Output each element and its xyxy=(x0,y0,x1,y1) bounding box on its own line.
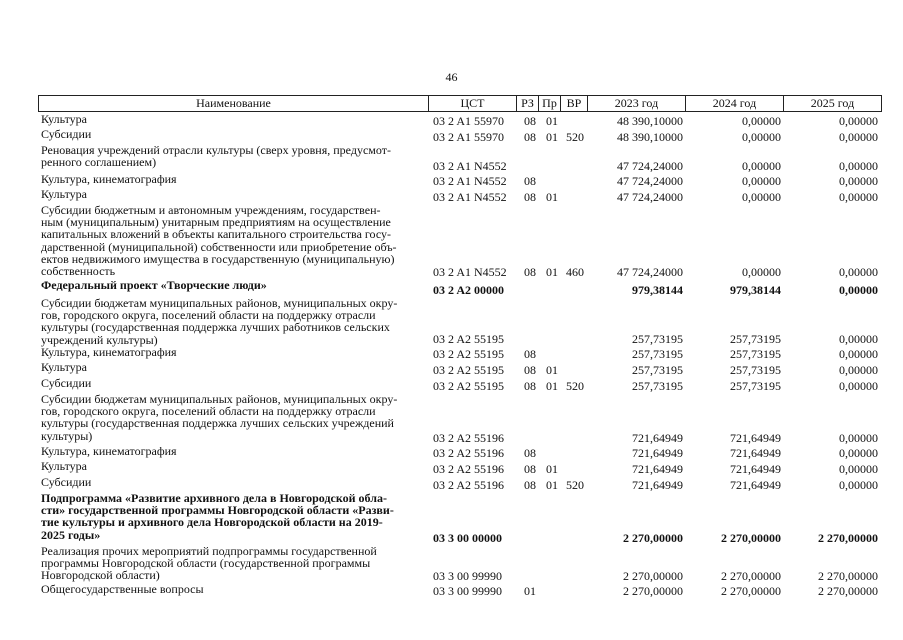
header-name: Наименование xyxy=(196,96,271,110)
row-2025: 0,00000 xyxy=(839,190,878,204)
row-2024: 2 270,00000 xyxy=(721,531,781,545)
table-row xyxy=(0,460,903,476)
row-2024: 257,73195 xyxy=(730,347,781,361)
row-pr: 01 xyxy=(546,478,558,492)
row-pr: 01 xyxy=(546,462,558,476)
row-name: Культура xyxy=(41,360,87,374)
row-2024: 721,64949 xyxy=(730,431,781,445)
row-2023: 257,73195 xyxy=(632,347,683,361)
row-2023: 721,64949 xyxy=(632,446,683,460)
row-2023: 48 390,10000 xyxy=(617,114,683,128)
row-rz: 08 xyxy=(524,190,536,204)
row-cst: 03 3 00 99990 xyxy=(433,584,502,598)
table-row xyxy=(0,188,903,204)
row-pr: 01 xyxy=(546,265,558,279)
row-2025: 0,00000 xyxy=(839,431,878,445)
header-2025: 2025 год xyxy=(783,96,881,111)
row-2023: 257,73195 xyxy=(632,379,683,393)
row-vr: 520 xyxy=(566,478,584,492)
row-2023: 721,64949 xyxy=(632,478,683,492)
row-2025: 0,00000 xyxy=(839,159,878,173)
row-2023: 2 270,00000 xyxy=(623,531,683,545)
table-row xyxy=(0,297,903,346)
row-2023: 979,38144 xyxy=(632,283,683,297)
row-2023: 257,73195 xyxy=(632,332,683,346)
row-2024: 0,00000 xyxy=(742,174,781,188)
row-2024: 2 270,00000 xyxy=(721,569,781,583)
row-cst: 03 2 A2 55196 xyxy=(433,431,505,445)
row-rz: 08 xyxy=(524,130,536,144)
row-2025: 0,00000 xyxy=(839,265,878,279)
row-name: Культура, кинематография xyxy=(41,444,177,458)
row-pr: 01 xyxy=(546,130,558,144)
row-name: Культура xyxy=(41,112,87,126)
row-2024: 721,64949 xyxy=(730,462,781,476)
table-row xyxy=(0,113,903,128)
row-pr: 01 xyxy=(546,190,558,204)
table-row xyxy=(0,144,903,173)
row-cst: 03 2 A2 55195 xyxy=(433,332,505,346)
row-name: Культура xyxy=(41,459,87,473)
row-name: Субсидии бюджетам муниципальных районов, муниципальных окру- гов, городского округа, поселений области на поддержку отрасли культуры (государственная поддержка лучших сельских учреждений культуры) xyxy=(41,392,398,443)
row-2025: 0,00000 xyxy=(839,379,878,393)
row-name: Культура, кинематография xyxy=(41,345,177,359)
header-2023: 2023 год xyxy=(587,96,685,111)
row-cst: 03 2 A1 N4552 xyxy=(433,159,507,173)
row-vr: 520 xyxy=(566,130,584,144)
row-2024: 0,00000 xyxy=(742,114,781,128)
row-2025: 0,00000 xyxy=(839,332,878,346)
row-name: Реализация прочих мероприятий подпрограммы государственной программы Новгородской области (государственной программы Новгородской области) xyxy=(41,544,377,583)
row-name: Субсидии xyxy=(41,376,92,390)
table-row xyxy=(0,204,903,279)
table-row xyxy=(0,346,903,361)
row-cst: 03 3 00 00000 xyxy=(433,531,502,545)
table-row xyxy=(0,492,903,545)
table-row xyxy=(0,545,903,583)
row-2024: 721,64949 xyxy=(730,446,781,460)
row-2023: 2 270,00000 xyxy=(623,584,683,598)
row-2023: 721,64949 xyxy=(632,462,683,476)
row-cst: 03 2 A1 55970 xyxy=(433,114,505,128)
row-name: Федеральный проект «Творческие люди» xyxy=(41,278,267,292)
header-rz: РЗ xyxy=(516,96,538,111)
row-2024: 0,00000 xyxy=(742,130,781,144)
table-row xyxy=(0,128,903,144)
row-2025: 0,00000 xyxy=(839,462,878,476)
row-rz: 08 xyxy=(524,114,536,128)
row-2024: 257,73195 xyxy=(730,332,781,346)
row-cst: 03 2 A2 55196 xyxy=(433,478,505,492)
row-cst: 03 2 A1 55970 xyxy=(433,130,505,144)
row-cst: 03 2 A1 N4552 xyxy=(433,265,507,279)
row-vr: 520 xyxy=(566,379,584,393)
row-vr: 460 xyxy=(566,265,584,279)
row-2023: 47 724,24000 xyxy=(617,159,683,173)
row-rz: 08 xyxy=(524,363,536,377)
row-2025: 0,00000 xyxy=(839,130,878,144)
row-rz: 01 xyxy=(524,584,536,598)
row-2024: 979,38144 xyxy=(730,283,781,297)
table-row xyxy=(0,173,903,188)
header-vr: ВР xyxy=(560,96,587,111)
row-2025: 0,00000 xyxy=(839,478,878,492)
row-rz: 08 xyxy=(524,462,536,476)
table-row xyxy=(0,377,903,393)
row-2025: 0,00000 xyxy=(839,363,878,377)
row-2025: 2 270,00000 xyxy=(818,569,878,583)
row-cst: 03 2 A2 55196 xyxy=(433,462,505,476)
row-cst: 03 2 A2 55195 xyxy=(433,347,505,361)
row-2025: 2 270,00000 xyxy=(818,531,878,545)
row-name: Культура, кинематография xyxy=(41,172,177,186)
row-rz: 08 xyxy=(524,446,536,460)
row-2023: 721,64949 xyxy=(632,431,683,445)
row-2023: 47 724,24000 xyxy=(617,174,683,188)
row-2025: 2 270,00000 xyxy=(818,584,878,598)
row-2025: 0,00000 xyxy=(839,283,878,297)
table-row xyxy=(0,361,903,377)
row-2025: 0,00000 xyxy=(839,174,878,188)
header-2024: 2024 год xyxy=(685,96,783,111)
row-cst: 03 2 A2 55195 xyxy=(433,379,505,393)
row-2023: 47 724,24000 xyxy=(617,190,683,204)
header-cst: ЦСТ xyxy=(428,96,516,111)
row-name: Субсидии бюджетным и автономным учреждениям, государствен- ным (муниципальным) унитарным предприятиям на осуществление капитальных вложений в объекты капитального строительства госу- дарственной (муниципальной) собственности или приобретение объ- ектов недвижимого имущества в государственную (муниципальную) собственность xyxy=(41,203,397,279)
row-2024: 2 270,00000 xyxy=(721,584,781,598)
row-2025: 0,00000 xyxy=(839,114,878,128)
row-2024: 0,00000 xyxy=(742,265,781,279)
row-name: Общегосударственные вопросы xyxy=(41,582,204,596)
row-2023: 257,73195 xyxy=(632,363,683,377)
page-number: 46 xyxy=(445,70,458,84)
row-name: Субсидии бюджетам муниципальных районов, муниципальных окру- гов, городского округа, поселений области на поддержку отрасли культуры (государственная поддержка лучших работников сельских учреждений культуры) xyxy=(41,296,398,347)
row-cst: 03 3 00 99990 xyxy=(433,569,502,583)
row-pr: 01 xyxy=(546,114,558,128)
table-row xyxy=(0,476,903,492)
row-rz: 08 xyxy=(524,347,536,361)
row-cst: 03 2 A2 55195 xyxy=(433,363,505,377)
row-2023: 48 390,10000 xyxy=(617,130,683,144)
row-2024: 257,73195 xyxy=(730,363,781,377)
row-rz: 08 xyxy=(524,379,536,393)
row-cst: 03 2 A2 55196 xyxy=(433,446,505,460)
row-rz: 08 xyxy=(524,265,536,279)
row-2024: 257,73195 xyxy=(730,379,781,393)
row-2024: 721,64949 xyxy=(730,478,781,492)
row-name: Культура xyxy=(41,187,87,201)
table-row xyxy=(0,279,903,297)
row-2023: 47 724,24000 xyxy=(617,265,683,279)
row-cst: 03 2 A1 N4552 xyxy=(433,190,507,204)
row-name: Субсидии xyxy=(41,475,92,489)
row-rz: 08 xyxy=(524,478,536,492)
header-pr: Пр xyxy=(538,96,560,111)
row-pr: 01 xyxy=(546,379,558,393)
row-rz: 08 xyxy=(524,174,536,188)
row-2025: 0,00000 xyxy=(839,446,878,460)
table-row xyxy=(0,445,903,460)
row-name: Подпрограмма «Развитие архивного дела в Новгородской обла- сти» государственной программы Новгородской области «Разви- тие культуры и архивного дела Новгородской области на 2019- 2025 годы» xyxy=(41,491,394,542)
row-2024: 0,00000 xyxy=(742,190,781,204)
row-2023: 2 270,00000 xyxy=(623,569,683,583)
row-cst: 03 2 A1 N4552 xyxy=(433,174,507,188)
row-cst: 03 2 A2 00000 xyxy=(433,283,505,297)
row-pr: 01 xyxy=(546,363,558,377)
row-name: Субсидии xyxy=(41,127,92,141)
table-row xyxy=(0,583,903,598)
row-2025: 0,00000 xyxy=(839,347,878,361)
row-2024: 0,00000 xyxy=(742,159,781,173)
row-name: Реновация учреждений отрасли культуры (сверх уровня, предусмот- ренного соглашением) xyxy=(41,143,391,170)
table-row xyxy=(0,393,903,445)
